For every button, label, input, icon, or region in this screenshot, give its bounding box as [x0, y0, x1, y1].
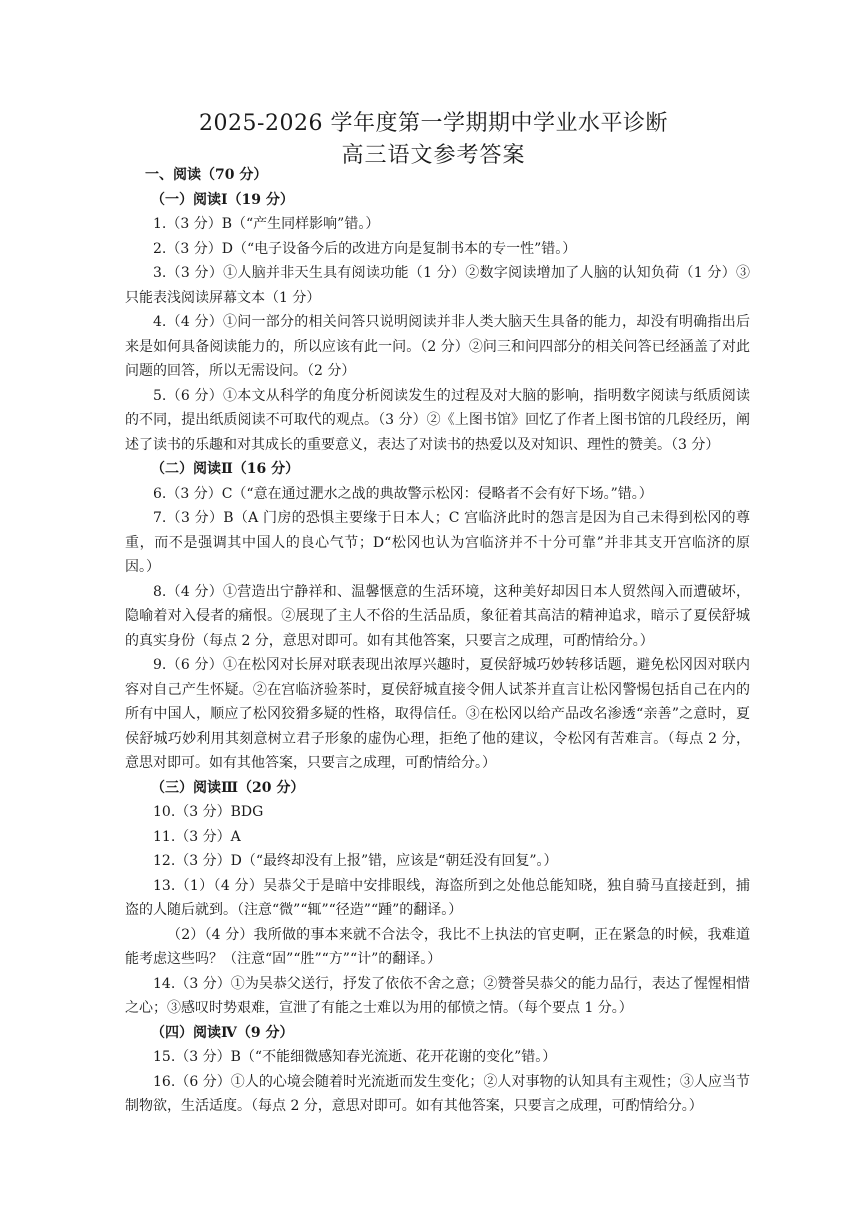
answer-q10: 10.（3 分）BDG	[153, 804, 264, 820]
answer-content	[125, 163, 750, 1119]
answer-q13-1: 13.（1）（4 分）吴恭父于是暗中安排眼线，海盗所到之处他总能知晓，独自骑马直接赶到，捕盗的人随后就到。（注意“微”“辄”“径造”“踵”的翻译。）	[125, 877, 750, 918]
answer-q7: 7.（3 分）B（A 门房的恐惧主要缘于日本人；C 宫临济此时的怨言是因为自己未得到松冈的尊重，而不是强调其中国人的良心气节；D“松冈也认为宫临济并不十分可靠”并非其支开宫临济的原因。）	[125, 510, 750, 575]
part-heading-reading-1: （一）阅读Ⅰ（19 分）	[151, 191, 294, 208]
answer-q14: 14.（3 分）①为吴恭父送行，抒发了依依不舍之意；②赞誉吴恭父的能力品行，表达了惺惺相惜之心；③感叹时势艰难，宣泄了有能之士难以为用的郁愤之情。（每个要点 1 分。）	[125, 975, 750, 1016]
answer-q16: 16.（6 分）①人的心境会随着时光流逝而发生变化；②人对事物的认知具有主观性；③人应当节制物欲，生活适度。（每点 2 分，意思对即可。如有其他答案，只要言之成理，可酌情给分。）	[125, 1073, 750, 1114]
answer-q2: 2.（3 分）D（“电子设备今后的改进方向是复制书本的专一性”错。）	[153, 240, 577, 257]
part-heading-reading-3: （三）阅读Ⅲ（20 分）	[151, 779, 305, 796]
answer-q1: 1.（3 分）B（“产生同样影响”错。）	[153, 216, 380, 232]
answer-q13-2: （2）（4 分）我所做的事本来就不合法令，我比不上执法的官吏啊，正在紧急的时候，我难道能考虑这些吗？（注意“固”“胜”“方”“计”的翻译。）	[125, 926, 750, 967]
answer-q15: 15.（3 分）B（“不能细微感知春光流逝、花开花谢的变化”错。）	[153, 1049, 557, 1065]
section-heading-reading: 一、阅读（70 分）	[145, 167, 268, 183]
part-heading-reading-2: （二）阅读Ⅱ（16 分）	[151, 461, 300, 477]
answer-q9: 9.（6 分）①在松冈对长屏对联表现出浓厚兴趣时，夏侯舒城巧妙转移话题，避免松冈因对联内容对自己产生怀疑。②在宫临济验茶时，夏侯舒城直接令佣人试茶并直言让松冈警惕包括自己在内的所有中国人，顺应了松冈狡猾多疑的性格，取得信任。③在松冈以给产品改名渗透“亲善”之意时，夏侯舒城巧妙利用其刻意树立君子形象的虚伪心理，拒绝了他的建议，令松冈有苦难言。（每点 2 分，意思对即可。如有其他答案，只要言之成理，可酌情给分。）	[125, 657, 750, 771]
answer-q5: 5.（6 分）①本文从科学的角度分析阅读发生的过程及对大脑的影响，指明数字阅读与纸质阅读的不同，提出纸质阅读不可取代的观点。（3 分）②《上图书馆》回忆了作者上图书馆的几段经历，阐述了读书的乐趣和对其成长的重要意义，表达了对读书的热爱以及对知识、理性的赞美。（3 分）	[125, 387, 750, 453]
answer-q8: 8.（4 分）①营造出宁静祥和、温馨惬意的生活环境，这种美好却因日本人贸然闯入而遭破坏，隐喻着对入侵者的痛恨。②展现了主人不俗的生活品质，象征着其高洁的精神追求，暗示了夏侯舒城的真实身份（每点 2 分，意思对即可。如有其他答案，只要言之成理，可酌情给分。）	[125, 583, 750, 649]
answer-q3: 3.（3 分）①人脑并非天生具有阅读功能（1 分）②数字阅读增加了人脑的认知负荷（1 分）③只能表浅阅读屏幕文本（1 分）	[125, 265, 750, 306]
part-heading-reading-4: （四）阅读Ⅳ（9 分）	[151, 1024, 294, 1041]
document-title: 2025-2026 学年度第一学期期中学业水平诊断	[199, 111, 668, 136]
answer-q12: 12.（3 分）D（“最终却没有上报”错，应该是“朝廷没有回复”。）	[153, 853, 558, 869]
answer-q4: 4.（4 分）①问一部分的相关问答只说明阅读并非人类大脑天生具备的能力，却没有明确指出后来是如何具备阅读能力的，所以应该有此一问。（2 分）②问三和问四部分的相关问答已经涵盖了对此问题的回答，所以无需设问。（2 分）	[125, 314, 750, 379]
answer-q6: 6.（3 分）C（“意在通过淝水之战的典故警示松冈：侵略者不会有好下场。”错。）	[153, 485, 653, 502]
answer-q11: 11.（3 分）A	[153, 828, 241, 845]
document-subtitle: 高三语文参考答案	[341, 143, 526, 168]
